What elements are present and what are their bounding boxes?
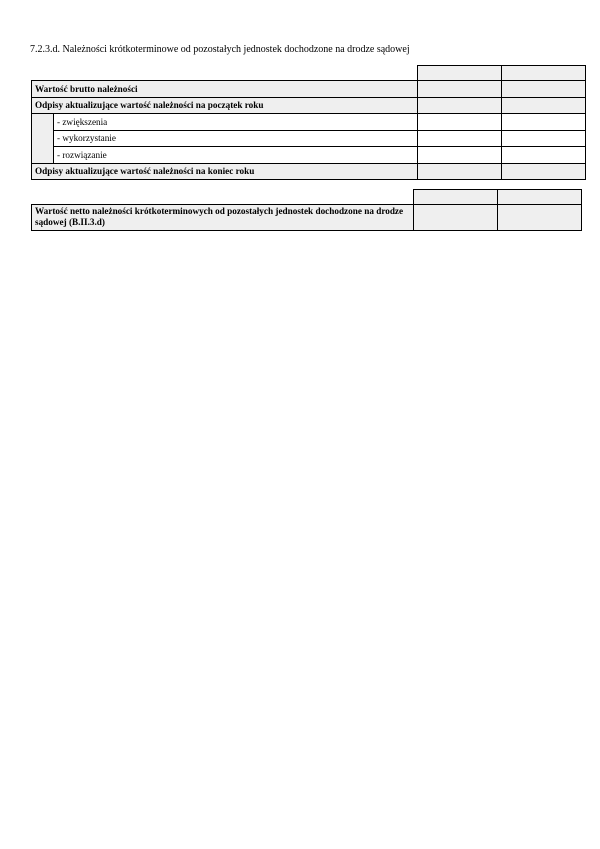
used-label: - wykorzystanie bbox=[54, 130, 418, 147]
gross-value-label: Wartość brutto należności bbox=[32, 81, 418, 98]
table-row bbox=[32, 81, 586, 98]
value-cell[interactable] bbox=[414, 205, 498, 231]
value-cell[interactable] bbox=[502, 163, 586, 180]
section-heading: 7.2.3.d. Należności krótkoterminowe od pozostałych jednostek dochodzone na drodze sądowej bbox=[30, 44, 410, 55]
write-downs-start-label: Odpisy aktualizujące wartość należności na początek roku bbox=[32, 97, 418, 114]
increases-label: - zwiększenia bbox=[54, 114, 418, 131]
table-row bbox=[32, 147, 586, 164]
net-value-label: Wartość netto należności krótkoterminowych od pozostałych jednostek dochodzone na drodze sądowej (B.II.3.d) bbox=[32, 205, 414, 231]
header-column-2 bbox=[502, 66, 586, 81]
header-column-1 bbox=[414, 190, 498, 205]
table-header-row bbox=[32, 190, 582, 205]
table-row bbox=[32, 97, 586, 114]
table-header-row bbox=[32, 66, 586, 81]
value-cell[interactable] bbox=[502, 97, 586, 114]
value-cell[interactable] bbox=[418, 81, 502, 98]
released-label: - rozwiązanie bbox=[54, 147, 418, 164]
value-cell[interactable] bbox=[502, 130, 586, 147]
value-cell[interactable] bbox=[502, 114, 586, 131]
indent-cell bbox=[32, 114, 54, 164]
receivables-table bbox=[31, 65, 586, 180]
value-cell[interactable] bbox=[502, 147, 586, 164]
net-value-table bbox=[31, 189, 582, 231]
value-cell[interactable] bbox=[418, 163, 502, 180]
value-cell[interactable] bbox=[418, 130, 502, 147]
table-row bbox=[32, 114, 586, 131]
value-cell[interactable] bbox=[498, 205, 582, 231]
header-blank bbox=[32, 66, 418, 81]
value-cell[interactable] bbox=[418, 147, 502, 164]
header-column-2 bbox=[498, 190, 582, 205]
value-cell[interactable] bbox=[502, 81, 586, 98]
write-downs-end-label: Odpisy aktualizujące wartość należności na koniec roku bbox=[32, 163, 418, 180]
table-row bbox=[32, 163, 586, 180]
value-cell[interactable] bbox=[418, 97, 502, 114]
table-row bbox=[32, 130, 586, 147]
table-row bbox=[32, 205, 582, 231]
header-blank bbox=[32, 190, 414, 205]
value-cell[interactable] bbox=[418, 114, 502, 131]
header-column-1 bbox=[418, 66, 502, 81]
